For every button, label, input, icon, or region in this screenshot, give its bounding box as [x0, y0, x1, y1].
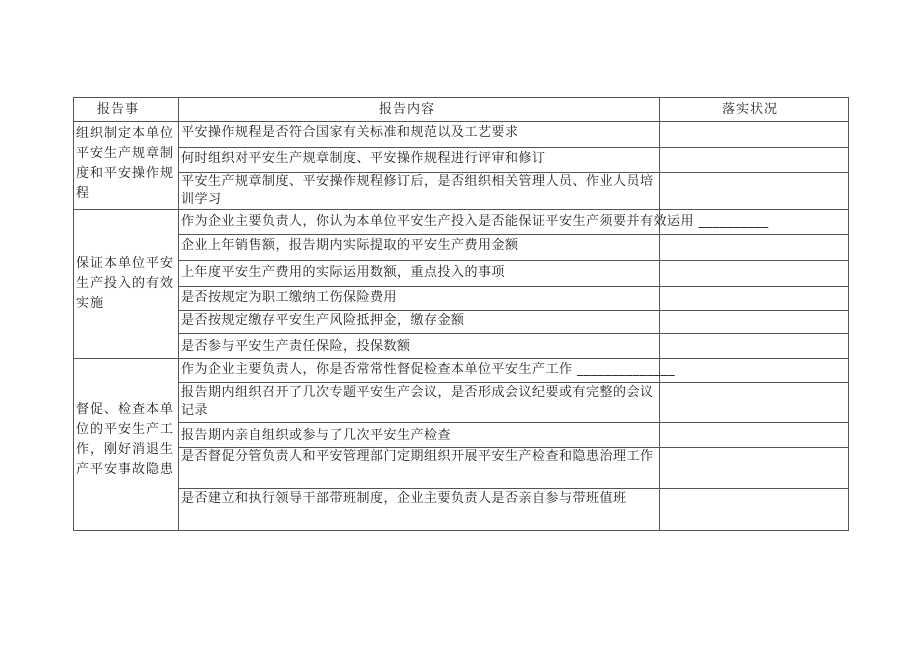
content-cell: 是否参与平安生产责任保险，投保数额	[181, 339, 411, 354]
header-report-item: 报告事	[97, 102, 140, 117]
column-divider	[659, 97, 660, 531]
category-cell: 保证本单位平安生产投入的有效实施	[76, 256, 175, 311]
table-border-right	[848, 97, 849, 531]
content-cell: 企业上年销售额，报告期内实际提取的平安生产费用金额	[181, 238, 519, 253]
table-border-top	[73, 97, 849, 98]
content-cell: 上年度平安生产费用的实际运用数额，重点投入的事项	[181, 265, 506, 280]
content-cell: 是否按规定缴存平安生产风险抵押金，缴存金额	[181, 313, 465, 328]
row-divider	[178, 260, 849, 261]
row-divider	[178, 147, 849, 148]
header-report-content: 报告内容	[379, 102, 436, 117]
content-cell: 何时组织对平安生产规章制度、平安操作规程进行评审和修订	[181, 151, 546, 166]
row-divider	[178, 234, 849, 235]
category-cell: 督促、检查本单位的平安生产工作，刚好消退生产平安事故隐患	[76, 402, 175, 477]
row-divider	[178, 488, 849, 489]
content-cell: 是否按规定为职工缴纳工伤保险费用	[181, 290, 398, 305]
table-border-bottom	[73, 530, 849, 531]
table-border-left	[73, 97, 74, 531]
row-divider	[178, 382, 849, 383]
content-cell: 作为企业主要负责人，你是否常常性督促检查本单位平安生产工作 ______________	[181, 362, 676, 377]
category-cell: 组织制定本单位平安生产规章制度和平安操作规程	[76, 126, 175, 201]
row-divider	[178, 333, 849, 334]
content-cell: 平安生产规章制度、平安操作规程修订后，是否组织相关管理人员、作业人员培训学习	[181, 174, 654, 207]
content-cell: 报告期内亲自组织或参与了几次平安生产检查	[181, 428, 452, 443]
column-divider	[178, 97, 179, 531]
row-divider	[73, 121, 849, 122]
content-cell: 平安操作规程是否符合国家有关标准和规范以及工艺要求	[181, 125, 519, 140]
content-cell: 报告期内组织召开了几次专题平安生产会议，是否形成会议纪要或有完整的会议记录	[181, 385, 654, 418]
header-implementation-status: 落实状况	[722, 102, 779, 117]
row-divider	[178, 286, 849, 287]
section-divider	[73, 209, 849, 210]
section-divider	[73, 358, 849, 359]
row-divider	[178, 422, 849, 423]
content-cell: 是否督促分管负责人和平安管理部门定期组织开展平安生产检查和隐患治理工作	[181, 449, 654, 464]
report-table	[73, 97, 849, 531]
content-cell: 作为企业主要负责人，你认为本单位平安生产投入是否能保证平安生产须要并有效运用 __________	[181, 214, 769, 229]
content-cell: 是否建立和执行领导干部带班制度，企业主要负责人是否亲自参与带班值班	[181, 491, 627, 506]
row-divider	[178, 310, 849, 311]
